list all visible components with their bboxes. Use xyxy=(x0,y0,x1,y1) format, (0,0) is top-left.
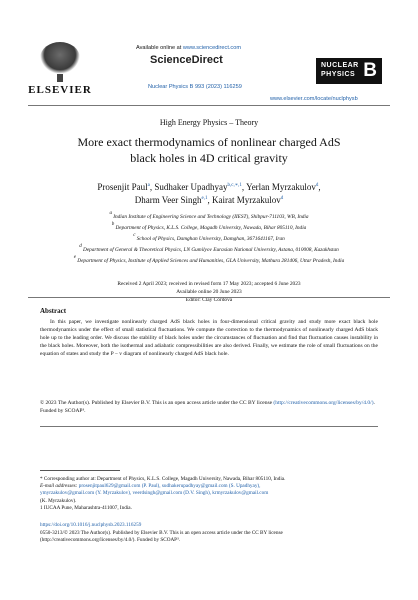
affiliations xyxy=(28,210,390,265)
license-line: (http://creativecommons.org/licenses/by/4.0/). Funded by SCOAP³. xyxy=(40,537,180,544)
author-list xyxy=(28,182,390,208)
affiliation-text: Department of Physics, Institute of Applied Sciences and Humanities, GLA University, Mathura 281406, Uttar Pradesh, India xyxy=(77,258,345,264)
author-separator: , xyxy=(318,182,321,192)
affiliation-marker: c xyxy=(133,233,137,238)
abstract-text: In this paper, we investigate nonlinearly charged AdS black holes in four-dimensional critical gravity and study more exact black hole thermodynamics under the effect of small statistical fluctuations. We compute the correction to the thermodynamics of nonlinearly charged AdS black hole up to the leading order. We discuss the stability of black holes under the circumstances of fluctuation and find that fluctuation causes instability in the black holes. Moreover, both the isothermal and adiabatic compressibilities are also derived. Finally, we estimate the role of small fluctuations on the equation of states and study the P − v diagram of nonlinearly charged AdS black hole. xyxy=(40,319,378,358)
authors-line-2 xyxy=(28,195,390,208)
journal-website-link[interactable]: www.elsevier.com/locate/nuclphysb xyxy=(270,96,358,102)
author-name: Dharm Veer Singh xyxy=(134,195,202,205)
journal-reference[interactable]: Nuclear Physics B 993 (2023) 116259 xyxy=(148,84,242,90)
license-link[interactable]: (http://creativecommons.org/licenses/by/4.0/) xyxy=(273,400,374,406)
affiliation-text: Department of Physics, K.L.S. College, Magadh University, Nawada, Bihar 805110, India xyxy=(115,225,307,231)
email-addresses: E-mail addresses: prosenjitpaul629@gmail.com (P. Paul), sudhakerupadhyay@gmail.com (S. Upadhyay), xyxy=(40,483,261,490)
affiliation-marker: a xyxy=(109,211,114,216)
email-links-1[interactable]: prosenjitpaul629@gmail.com (P. Paul), sudhakerupadhyay@gmail.com (S. Upadhyay), xyxy=(78,483,261,490)
available-date: Available online 20 June 2023 xyxy=(176,289,242,295)
affiliation-item xyxy=(68,221,350,232)
abstract-top-divider xyxy=(28,297,390,298)
doi-block xyxy=(40,522,380,545)
available-online: Available online at www.sciencedirect.com xyxy=(136,45,241,51)
author-separator: , xyxy=(149,182,155,192)
affiliation-text: Department of General & Theoretical Physics, LN Gumilyov Eurasian National University, Astana, 010008, Kazakhstan xyxy=(82,247,339,253)
publisher-name: ELSEVIER xyxy=(28,84,92,96)
abstract-bottom-divider xyxy=(40,426,378,427)
elsevier-tree-icon xyxy=(40,42,80,74)
section-label: High Energy Physics – Theory xyxy=(159,118,259,127)
author-name: Prosenjit Paul xyxy=(97,182,148,192)
author-separator: , xyxy=(241,182,247,192)
sciencedirect-title: ScienceDirect xyxy=(150,54,223,66)
elsevier-logo xyxy=(28,42,92,96)
affiliation-item xyxy=(68,243,350,254)
affiliation-item xyxy=(68,232,350,243)
article-dates xyxy=(28,280,390,304)
author-affiliation-marker[interactable]: a xyxy=(147,183,150,188)
footnotes xyxy=(40,476,380,512)
issn-line: 0550-3213/© 2023 The Author(s). Published by Elsevier B.V. This is an open access article under the CC BY license xyxy=(40,529,283,536)
affiliation-item xyxy=(68,254,350,265)
footnote-divider xyxy=(40,470,120,471)
email-links-3: (K. Myrzakulov). xyxy=(40,497,77,504)
author-separator: , xyxy=(207,195,213,205)
abstract-heading: Abstract xyxy=(40,307,67,315)
author-name: Sudhaker Upadhyay xyxy=(154,182,228,192)
author-name: Yerlan Myrzakulov xyxy=(246,182,316,192)
author-name: Kairat Myrzakulov xyxy=(212,195,281,205)
authors-line-1 xyxy=(28,182,390,195)
affiliation-text: Indian Institute of Engineering Science and Technology (IIEST), Shibpur-711103, WB, India xyxy=(113,214,309,220)
header-divider xyxy=(28,105,390,106)
sciencedirect-link[interactable]: www.sciencedirect.com xyxy=(182,45,241,51)
email-links-2[interactable]: ymyrzakulov@gmail.com (Y. Myrzakulov), veerdsingh@gmail.com (D.V. Singh), krmyrzakulov@gmail.com xyxy=(40,490,269,497)
editor: Editor: Clay Córdova xyxy=(185,297,233,303)
affiliation-marker: b xyxy=(111,222,116,227)
affiliation-marker: e xyxy=(73,255,78,260)
affiliation-text: School of Physics, Damghan University, Damghan, 3671641167, Iran xyxy=(136,236,285,242)
abstract-license: © 2023 The Author(s). Published by Elsevier B.V. This is an open access article under the CC BY license (http://creativecommons.org/licenses/by/4.0/). Funded by SCOAP³. xyxy=(40,400,375,415)
received-dates: Received 2 April 2023; received in revised form 17 May 2023; accepted 6 June 2023 xyxy=(117,281,301,287)
corresponding-author-note: * Corresponding author at: Department of Physics, K.L.S. College, Magadh University, Nawada, Bihar 805110, India. xyxy=(40,476,286,482)
author-affiliation-marker[interactable]: e,1 xyxy=(201,196,208,201)
affiliation-item xyxy=(68,210,350,221)
author-affiliation-marker[interactable]: d xyxy=(280,196,284,201)
nuclear-physics-b-logo: NUCLEAR PHYSICS B xyxy=(316,58,382,84)
author-affiliation-marker[interactable]: b,c,∗,1 xyxy=(227,183,242,188)
affiliation-marker: d xyxy=(79,244,83,249)
author-affiliation-marker[interactable]: d xyxy=(315,183,319,188)
doi-link[interactable]: https://doi.org/10.1016/j.nuclphysb.2023.116259 xyxy=(40,522,142,528)
footnote-1: 1 IUCAA Pune, Maharashtra-411007, India. xyxy=(40,504,132,511)
article-title: More exact thermodynamics of nonlinear charged AdS black holes in 4D critical gravity xyxy=(77,135,341,165)
